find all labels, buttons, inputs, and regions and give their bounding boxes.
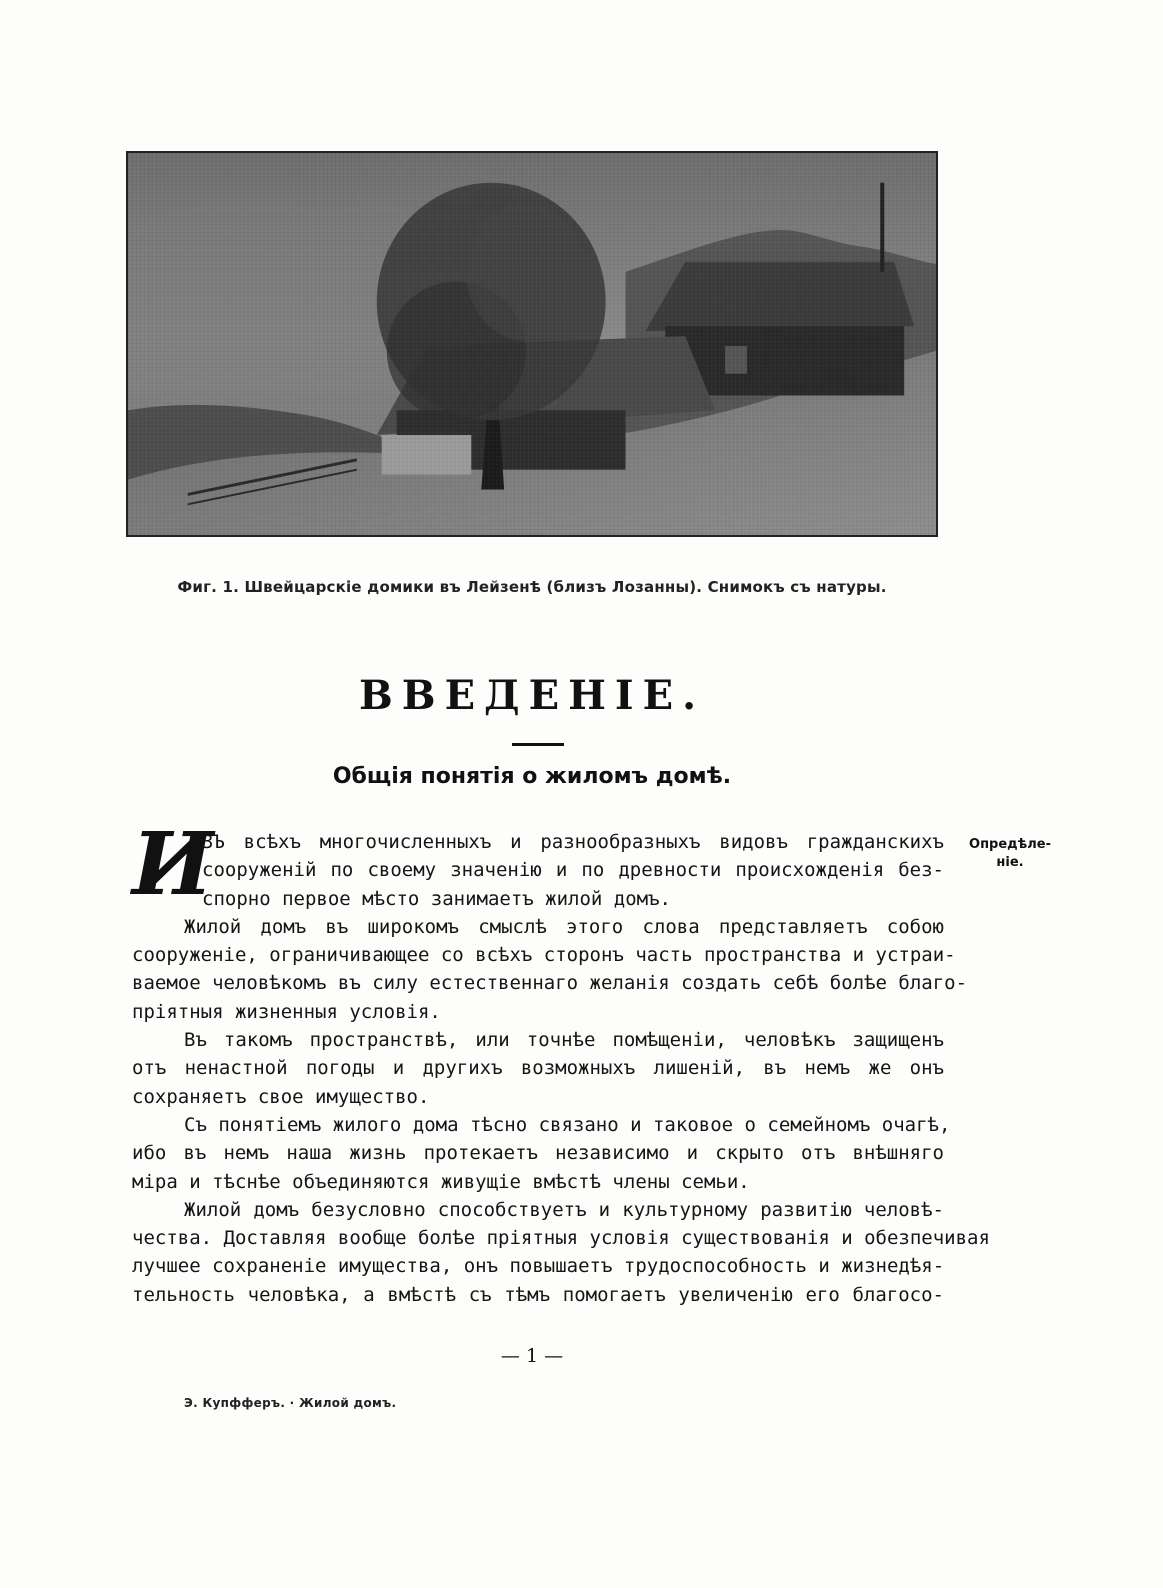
text-line: отъ ненастной погоды и другихъ возможныхъ лишеній, въ немъ же онъ: [132, 1057, 944, 1080]
text-line: сохраняетъ свое имущество.: [132, 1085, 430, 1108]
text-line: лучшее сохраненіе имущества, онъ повышаетъ трудоспособность и жизнедѣя-: [132, 1255, 945, 1278]
paragraph: [132, 1196, 990, 1309]
text-line: ибо въ немъ наша жизнь протекаетъ независимо и скрыто отъ внѣшняго: [132, 1142, 944, 1165]
alpine-chalet-photo: [128, 153, 936, 535]
page-number: — 1 —: [500, 1345, 564, 1367]
drop-cap: И: [132, 814, 214, 915]
text-line: Съ понятіемъ жилого дома тѣсно связано и таковое о семейномъ очагѣ,: [184, 1113, 951, 1136]
figure-caption: Фиг. 1. Швейцарскіе домики въ Лейзенѣ (близъ Лозанны). Снимокъ съ натуры.: [177, 578, 887, 596]
margin-note-line: ніе.: [996, 855, 1024, 870]
text-line: міра и тѣснѣе объединяются живущіе вмѣстѣ члены семьи.: [132, 1170, 750, 1193]
text-line: сооруженій по своему значенію и по древности происхожденія без-: [202, 859, 944, 882]
paragraph: [132, 913, 968, 1026]
paragraph: [132, 1111, 951, 1196]
margin-note-line: Опредѣле-: [969, 837, 1051, 852]
footer-signature: Э. Купфферъ. · Жилой домъ.: [184, 1396, 397, 1410]
text-line: ваемое человѣкомъ въ силу естественнаго желанія создать себѣ болѣе благо-: [132, 972, 968, 995]
text-line: чества. Доставляя вообще болѣе пріятныя условія существованія и обезпечивая: [132, 1227, 990, 1250]
paragraph: [132, 814, 944, 915]
text-line: спорно первое мѣсто занимаетъ жилой домъ.: [202, 887, 671, 910]
figure-photo: [126, 151, 938, 537]
text-line: Въ такомъ пространствѣ, или точнѣе помѣщеніи, человѣкъ защищенъ: [184, 1029, 944, 1052]
text-line: тельность человѣка, а вмѣстѣ съ тѣмъ помогаетъ увеличенію его благосо-: [132, 1283, 944, 1306]
text-line: ЗЪ всѣхъ многочисленныхъ и разнообразныхъ видовъ гражданскихъ: [202, 831, 944, 853]
margin-note: [958, 836, 1062, 872]
section-subtitle: Общія понятія о жиломъ домѣ.: [332, 764, 732, 789]
text-line: Жилой домъ безусловно способствуетъ и культурному развитію человѣ-: [184, 1198, 944, 1221]
paragraph: [132, 1026, 944, 1111]
page-title: ВВЕДЕНІЕ.: [358, 672, 706, 719]
text-line: сооруженіе, ограничивающее со всѣхъ сторонъ часть пространства и устраи-: [132, 944, 956, 967]
text-line: Жилой домъ въ широкомъ смыслѣ этого слова представляетъ собою: [184, 915, 944, 938]
text-line: пріятныя жизненныя условія.: [132, 1000, 441, 1023]
body-text: [132, 814, 990, 1309]
title-divider: [512, 743, 564, 746]
